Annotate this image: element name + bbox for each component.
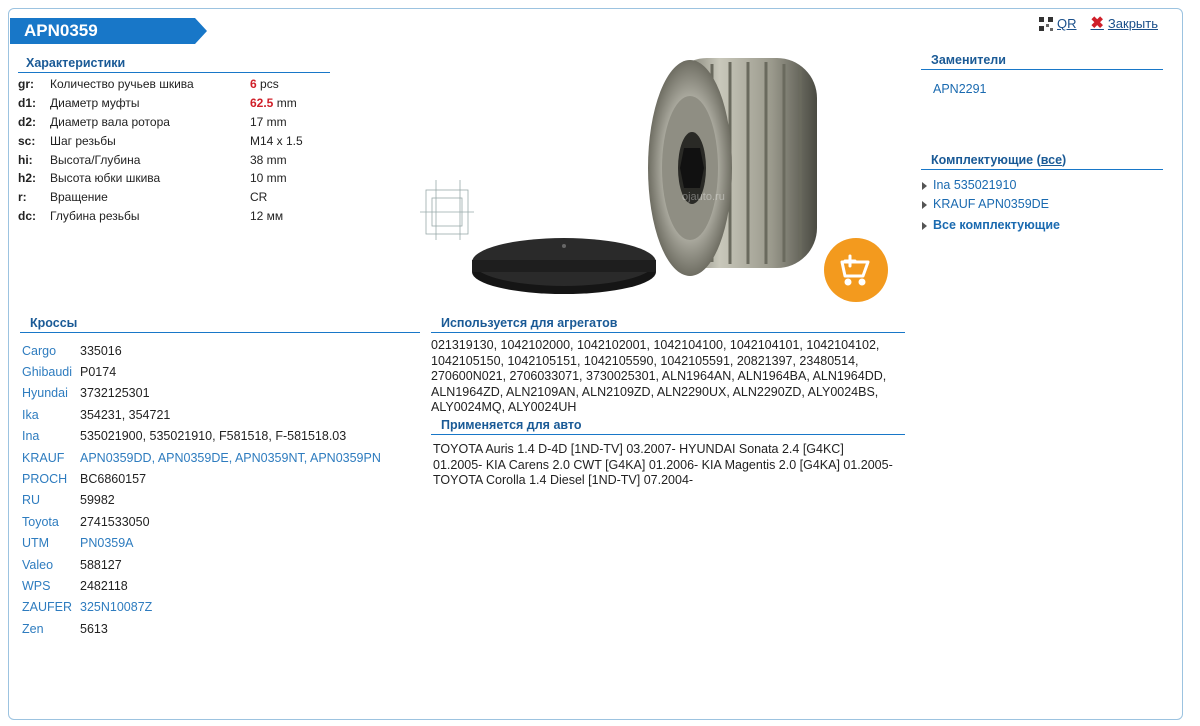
cross-brand: Cargo	[22, 343, 57, 358]
cross-row	[22, 554, 381, 575]
spec-key: hi:	[18, 152, 33, 167]
cross-row	[22, 447, 381, 468]
specs-table	[18, 75, 303, 225]
replacement-link[interactable]: APN2291	[933, 82, 987, 96]
spec-value	[250, 188, 303, 207]
spec-row	[18, 188, 303, 207]
spec-value-text: 38 mm	[250, 152, 287, 167]
cross-row	[22, 575, 381, 596]
cross-value[interactable]: PN0359A	[80, 536, 134, 551]
image-watermark: ojauto.ru	[682, 191, 725, 203]
triangle-right-icon	[922, 201, 927, 209]
spec-name: Количество ручьев шкива	[50, 77, 194, 92]
cross-row	[22, 618, 381, 639]
units-text: 021319130, 1042102000, 1042102001, 1042104100, 1042104101, 1042104102, 1042105150, 1042105151, 1042105590, 1042105591, 20821397, 23480514, 270600N021, 2706033071, 3730025301, ALN1964AN, ALN1964BA, ALN1964DD, ALN1964ZD, ALN2109AN, ALN2109ZD, ALN2290UX, ALN2290ZD, ALY0024BS, ALY0024MQ, ALY0024UH	[431, 338, 887, 414]
spec-name: Диаметр муфты	[50, 96, 140, 111]
cross-brand: Ghibaudi	[22, 365, 73, 380]
spec-value	[250, 207, 303, 226]
cross-brand: Ika	[22, 407, 39, 422]
spec-row	[18, 113, 303, 132]
spec-value	[250, 75, 303, 94]
spec-row	[18, 131, 303, 150]
pulley-cap	[472, 238, 656, 294]
cross-value: 335016	[80, 343, 122, 358]
cars-text: TOYOTA Auris 1.4 D-4D [1ND-TV] 03.2007- HYUNDAI Sonata 2.4 [G4KC] 01.2005- KIA Carens 2.0 CWT [G4KA] 01.2006- KIA Magentis 2.0 [G4KA] 01.2005- TOYOTA Corolla 1.4 Diesel [1ND-TV] 07.2004-	[433, 442, 893, 487]
cross-brand: Valeo	[22, 557, 54, 572]
cross-brand: WPS	[22, 578, 51, 593]
top-actions	[1039, 16, 1158, 31]
spec-value	[250, 169, 303, 188]
cross-row	[22, 533, 381, 554]
cross-brand: Toyota	[22, 514, 59, 529]
cross-value: P0174	[80, 365, 117, 380]
spec-key: gr:	[18, 77, 34, 92]
spec-name: Вращение	[50, 190, 108, 205]
component-item[interactable]	[922, 176, 1060, 195]
spec-value-text: 10 mm	[250, 171, 287, 186]
spec-row	[18, 150, 303, 169]
cross-value: BC6860157	[80, 472, 147, 487]
components-list	[922, 176, 1060, 235]
cross-value: 588127	[80, 557, 122, 572]
schematic-drawing	[420, 180, 474, 240]
cross-row	[22, 468, 381, 489]
spec-row	[18, 169, 303, 188]
spec-value-text: CR	[250, 190, 268, 205]
product-title: APN0359	[10, 18, 195, 44]
cross-brand: Zen	[22, 621, 44, 636]
triangle-right-icon	[922, 222, 927, 230]
components-heading	[921, 153, 1163, 170]
spec-row	[18, 75, 303, 94]
cross-row	[22, 361, 381, 382]
spec-key: dc:	[18, 208, 36, 223]
cross-value[interactable]: 325N10087Z	[80, 600, 153, 615]
spec-key: r:	[18, 190, 27, 205]
spec-value	[250, 113, 303, 132]
cross-row	[22, 426, 381, 447]
all-components-item[interactable]	[922, 216, 1060, 235]
spec-name: Шаг резьбы	[50, 133, 116, 148]
qr-icon	[1039, 17, 1053, 31]
components-all-link[interactable]: все	[1040, 153, 1063, 167]
add-to-cart-button[interactable]	[824, 238, 888, 302]
cross-row	[22, 490, 381, 511]
cross-brand: PROCH	[22, 472, 68, 487]
cross-value: 354231, 354721	[80, 407, 171, 422]
spec-value-strong: 62.5	[250, 96, 274, 111]
cross-row	[22, 383, 381, 404]
qr-label: QR	[1057, 16, 1077, 31]
triangle-right-icon	[922, 182, 927, 190]
component-item[interactable]	[922, 195, 1060, 214]
cross-brand: Ina	[22, 429, 40, 444]
cross-value: 2741533050	[80, 514, 150, 529]
replacements-list	[933, 82, 987, 96]
cross-brand: Hyundai	[22, 386, 68, 401]
cross-row	[22, 597, 381, 618]
cars-heading: Применяется для авто	[431, 418, 905, 435]
spec-key: d1:	[18, 96, 36, 111]
qr-link[interactable]	[1039, 16, 1077, 31]
close-label: Закрыть	[1107, 16, 1158, 31]
component-link[interactable]: KRAUF APN0359DE	[933, 197, 1050, 211]
close-link[interactable]	[1091, 16, 1158, 31]
spec-value-strong: 6	[250, 77, 257, 92]
units-heading: Используется для агрегатов	[431, 316, 905, 333]
replacements-heading: Заменители	[921, 53, 1163, 70]
spec-row	[18, 94, 303, 113]
cross-row	[22, 340, 381, 361]
cross-brand: RU	[22, 493, 41, 508]
product-image	[412, 50, 902, 310]
spec-value-text: pcs	[256, 77, 279, 92]
crosses-table	[22, 340, 381, 639]
cross-row	[22, 511, 381, 532]
components-heading-suffix: )	[1062, 153, 1067, 167]
spec-value	[250, 131, 303, 150]
cross-value: 535021900, 535021910, F581518, F-581518.03	[80, 429, 347, 444]
spec-key: sc:	[18, 133, 36, 148]
spec-value	[250, 94, 303, 113]
cross-brand: ZAUFER	[22, 600, 72, 615]
pulley-body	[648, 58, 817, 276]
spec-name: Глубина резьбы	[50, 208, 140, 223]
cross-row	[22, 404, 381, 425]
components-heading-label: Комплектующие (	[931, 153, 1041, 167]
close-icon: ✖	[1090, 14, 1104, 32]
crosses-heading: Кроссы	[20, 316, 420, 333]
spec-value-text: M14 x 1.5	[250, 133, 303, 148]
cross-brand: KRAUF	[22, 450, 65, 465]
spec-name: Диаметр вала ротора	[50, 114, 170, 129]
all-components-link[interactable]: Все комплектующие	[933, 218, 1060, 232]
cross-value: 5613	[80, 621, 108, 636]
spec-name: Высота юбки шкива	[50, 171, 161, 186]
cross-brand: UTM	[22, 536, 50, 551]
component-link[interactable]: Ina 535021910	[933, 178, 1017, 192]
cross-value[interactable]: APN0359DD, APN0359DE, APN0359NT, APN0359PN	[80, 450, 381, 465]
cross-value: 59982	[80, 493, 115, 508]
spec-key: h2:	[18, 171, 36, 186]
spec-value-text: 17 mm	[250, 114, 287, 129]
spec-name: Высота/Глубина	[50, 152, 141, 167]
specs-heading: Характеристики	[18, 56, 330, 73]
spec-key: d2:	[18, 114, 36, 129]
spec-value-text: mm	[273, 96, 297, 111]
cross-value: 2482118	[80, 578, 128, 593]
spec-value-text: 12 мм	[250, 208, 284, 223]
cross-value: 3732125301	[80, 386, 150, 401]
spec-row	[18, 207, 303, 226]
spec-value	[250, 150, 303, 169]
